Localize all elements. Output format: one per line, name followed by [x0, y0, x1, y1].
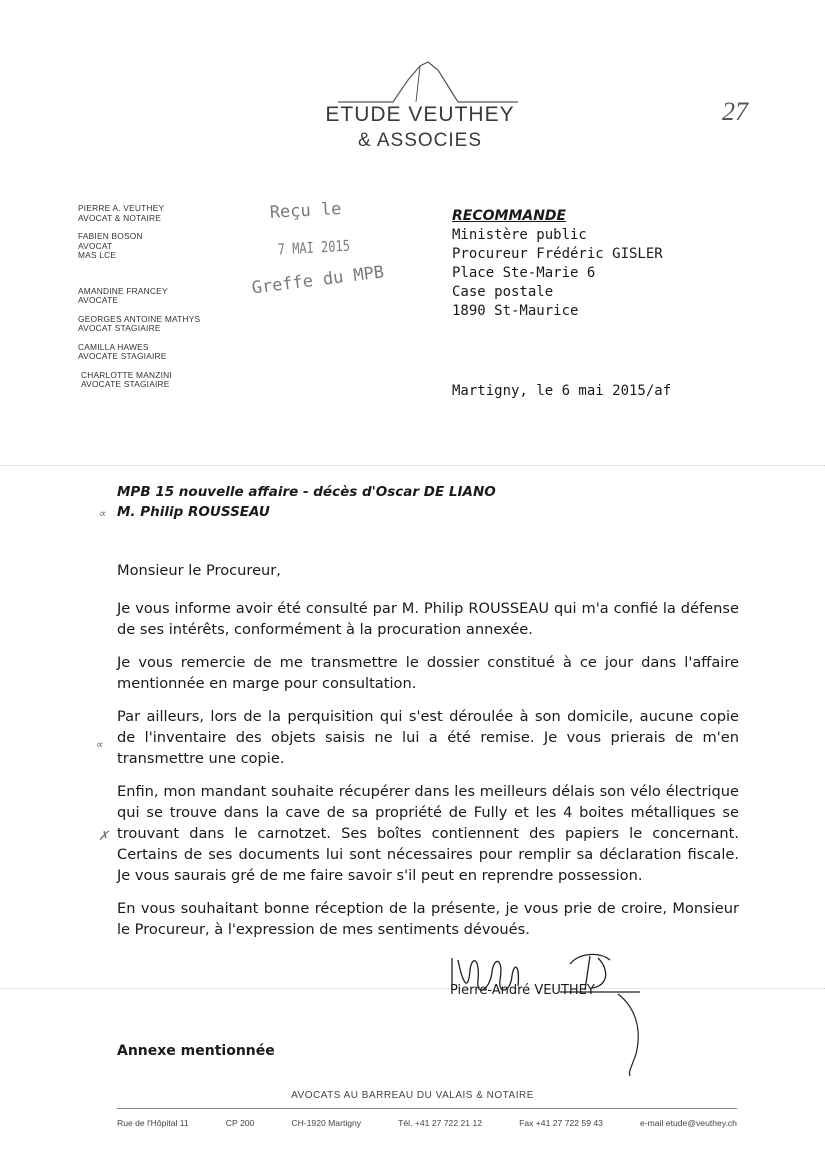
stamp-office: Greffe du MPB — [250, 262, 386, 299]
page-number-mark: 27 — [722, 97, 748, 126]
signatory-name: Pierre-André VEUTHEY — [450, 983, 595, 998]
staff-name: CAMILLA HAWES — [78, 341, 149, 352]
mountain-logo-icon — [338, 56, 518, 106]
salutation: Monsieur le Procureur, — [117, 562, 281, 579]
address-line: Ministère public — [452, 227, 587, 243]
staff-entry — [78, 204, 258, 223]
annex-note: Annexe mentionnée — [117, 1043, 275, 1059]
footer-city: CH-1920 Martigny — [291, 1118, 362, 1128]
margin-annotation: ∝ — [95, 739, 103, 751]
staff-name: GEORGES ANTOINE MATHYS — [78, 313, 201, 324]
body-paragraph: Je vous remercie de me transmettre le dossier constitué à ce jour dans l'affaire mentionnée en marge pour consultation. — [117, 654, 739, 692]
recipient-address — [452, 207, 663, 321]
received-stamp — [247, 194, 403, 312]
footer-contact — [117, 1118, 737, 1128]
staff-list — [78, 204, 258, 399]
staff-entry — [78, 287, 258, 306]
footer-title: AVOCATS AU BARREAU DU VALAIS & NOTAIRE — [291, 1090, 534, 1101]
footer-fax: Fax +41 27 722 59 43 — [519, 1118, 603, 1128]
staff-extra: MAS LCE — [78, 250, 117, 260]
footer-po-box: CP 200 — [225, 1118, 255, 1128]
staff-title: AVOCATE STAGIAIRE — [78, 351, 167, 361]
footer-phone: Tél. +41 27 722 21 12 — [398, 1118, 483, 1128]
handwritten-signature — [440, 950, 650, 1080]
staff-title: AVOCAT & NOTAIRE — [78, 212, 162, 223]
body-paragraph: Enfin, mon mandant souhaite récupérer dans les meilleurs délais son vélo électrique qui se trouve dans la cave de sa propriété de Fully et les 4 boites métalliques se trouvant dans le carnotzet. Ses boîtes contiennent des papiers le concernant. Certains de ses documents lui sont nécessaires pour remplir sa déclaration fiscale. Je vous saurais gré de me faire savoir s'il peut en reprendre possession. — [117, 783, 739, 884]
body-paragraph: Je vous informe avoir été consulté par M. Philip ROUSSEAU qui m'a confié la défense de ses intérêts, conformément à la procuration annexée. — [117, 600, 739, 638]
staff-name: CHARLOTTE MANZINI — [81, 369, 172, 380]
staff-title: AVOCAT — [78, 240, 113, 251]
stamp-received-label: Reçu le — [269, 199, 342, 223]
address-line: 1890 St-Maurice — [452, 303, 579, 319]
body-paragraph: Par ailleurs, lors de la perquisition qui s'est déroulée à son domicile, aucune copie de l'inventaire des objets saisis ne lui a été remise. Je vous prierais de m'en transmettre une copie. — [117, 708, 739, 767]
staff-name: AMANDINE FRANCEY — [78, 285, 168, 296]
address-line: Procureur Frédéric GISLER — [452, 246, 663, 262]
staff-title: AVOCATE — [78, 295, 119, 305]
staff-entry — [78, 232, 258, 261]
staff-entry — [78, 315, 258, 334]
subject-line: MPB 15 nouvelle affaire - décès d'Oscar DE LIANO — [117, 484, 496, 500]
firm-name: ETUDE VEUTHEY — [325, 103, 515, 126]
staff-entry — [78, 343, 258, 362]
footer-email: e-mail etude@veuthey.ch — [640, 1118, 737, 1128]
staff-entry — [78, 371, 258, 390]
footer-divider — [117, 1108, 737, 1109]
date-line: Martigny, le 6 mai 2015/af — [452, 383, 672, 399]
firm-subtitle: & ASSOCIES — [357, 130, 483, 151]
footer-address: Rue de l'Hôpital 11 — [117, 1118, 189, 1128]
address-line: Place Ste-Marie 6 — [452, 265, 596, 281]
address-line: Case postale — [452, 284, 554, 300]
delivery-mode: RECOMMANDE — [452, 208, 567, 224]
margin-annotation: ✗ — [98, 828, 109, 843]
fold-line — [0, 988, 825, 989]
letter-subject — [117, 482, 496, 522]
letter-body — [117, 560, 739, 952]
body-paragraph: En vous souhaitant bonne réception de la présente, je vous prie de croire, Monsieur le Procureur, à l'expression de mes sentiments dévoués. — [117, 900, 739, 938]
stamp-date: 7 MAI 2015 — [277, 236, 351, 259]
staff-title: AVOCAT STAGIAIRE — [78, 323, 161, 333]
fold-line — [0, 465, 825, 466]
staff-title: AVOCATE STAGIAIRE — [81, 379, 170, 389]
subject-line: M. Philip ROUSSEAU — [117, 504, 270, 520]
staff-name: FABIEN BOSON — [78, 231, 143, 241]
staff-name: PIERRE A. VEUTHEY — [78, 203, 165, 213]
margin-annotation: ∝ — [98, 508, 106, 520]
